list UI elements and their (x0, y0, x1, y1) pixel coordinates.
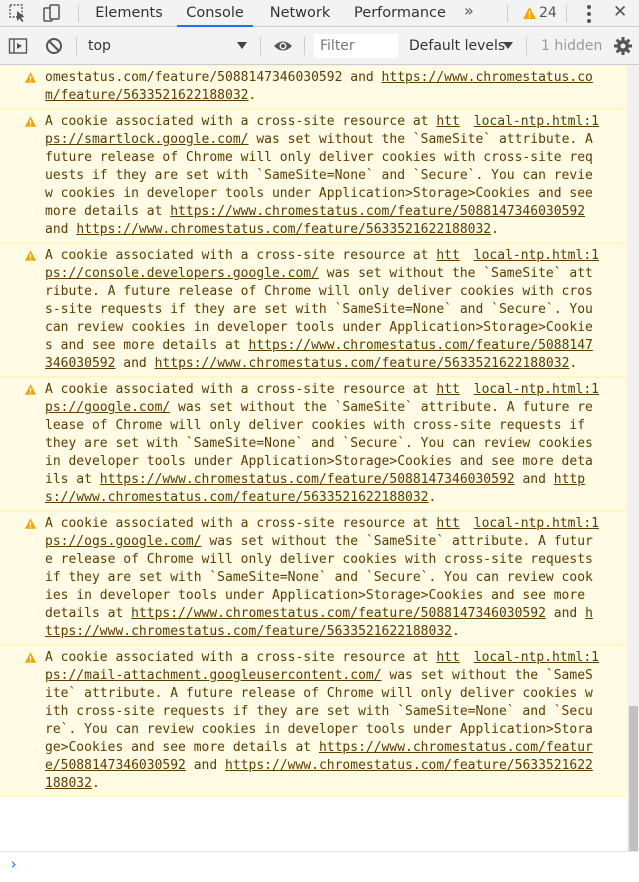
console-warning-message[interactable] (0, 109, 627, 243)
toolbar-divider (304, 37, 305, 55)
tab-divider (507, 5, 508, 22)
message-url-link[interactable]: https://www.chromestatus.com/feature/5088147346030592 (45, 740, 593, 773)
message-url-link[interactable]: https://smartlock.google.com/ (45, 114, 460, 147)
message-source-link[interactable]: local-ntp.html:1 (473, 114, 599, 129)
prompt-caret-icon: › (9, 855, 19, 873)
message-text: A cookie associated with a cross-site resource at https://mail-attachment.googleusercontent.com/ was set without the `SameSite` attribute. A future release of Chrome will only deliver cookies with cross-site requests if they are set with `SameSite=None` and `Secure`. You can review cookies in developer tools under Application>Storage>Cookies and see more details at https://www.chromestatus.com/feature/5088147346030592 and https://www.chromestatus.com/feature/5633521622188032. (45, 650, 593, 791)
message-text: A cookie associated with a cross-site resource at https://ogs.google.com/ was set without the `SameSite` attribute. A future release of Chrome will only deliver cookies with cross-site requests if they are set with `SameSite=None` and `Secure`. You can review cookies in developer tools under Application>Storage>Cookies and see more details at https://www.chromestatus.com/feature/5088147346030592 and https://www.chromestatus.com/feature/5633521622188032. (45, 516, 593, 639)
devtools-tab-bar (0, 0, 639, 27)
close-icon[interactable]: ✕ (613, 2, 628, 22)
scrollbar-thumb[interactable] (629, 706, 638, 851)
warning-icon (24, 71, 37, 84)
message-url-link[interactable]: https://www.chromestatus.com/feature/5088147346030592 (131, 606, 546, 621)
console-warning-message[interactable] (0, 65, 627, 109)
filter-input[interactable] (314, 34, 398, 58)
message-url-link[interactable]: https://www.chromestatus.com/feature/5633521622188032 (76, 222, 492, 237)
chevron-down-icon[interactable] (237, 42, 247, 49)
log-levels-dropdown[interactable]: Default levels (409, 38, 506, 54)
message-url-link[interactable]: https://console.developers.google.com/ (45, 248, 460, 281)
warning-icon (24, 249, 37, 262)
sidebar-toggle-icon[interactable] (8, 36, 28, 56)
message-source-link[interactable]: local-ntp.html:1 (473, 650, 599, 665)
message-url-link[interactable]: https://www.chromestatus.com/feature/5633521622188032 (154, 356, 570, 371)
console-messages[interactable] (0, 65, 627, 851)
message-text: A cookie associated with a cross-site resource at https://google.com/ was set without the `SameSite` attribute. A future release of Chrome will only deliver cookies with cross-site requests if they are set with `SameSite=None` and `Secure`. You can review cookies in developer tools under Application>Storage>Cookies and see more details at https://www.chromestatus.com/feature/5088147346030592 and https://www.chromestatus.com/feature/5633521622188032. (45, 382, 593, 505)
clear-console-icon[interactable] (44, 36, 64, 56)
toolbar-divider (526, 37, 527, 55)
toolbar-divider (76, 37, 77, 55)
tab-elements[interactable]: Elements (95, 5, 163, 21)
message-text: A cookie associated with a cross-site resource at https://console.developers.google.com/ was set without the `SameSite` attribute. A future release of Chrome will only deliver cookies with cross-site requests if they are set with `SameSite=None` and `Secure`. You can review cookies in developer tools under Application>Storage>Cookies and see more details at https://www.chromestatus.com/feature/5088147346030592 and https://www.chromestatus.com/feature/5633521622188032. (45, 248, 593, 371)
console-prompt[interactable] (0, 851, 639, 882)
message-source-link[interactable]: local-ntp.html:1 (473, 248, 599, 263)
more-tabs-button[interactable]: » (464, 1, 474, 20)
device-toolbar-icon[interactable] (42, 3, 62, 23)
warning-icon (522, 6, 537, 20)
tab-divider (78, 5, 79, 22)
message-url-link[interactable]: https://www.chromestatus.com/feature/5088147346030592 (99, 472, 515, 487)
message-url-link[interactable]: https://www.chromestatus.com/feature/5633521622188032 (45, 70, 593, 103)
message-list (0, 65, 627, 797)
message-url-link[interactable]: https://www.chromestatus.com/feature/5633521622188032 (45, 472, 586, 505)
console-warning-message[interactable] (0, 511, 627, 645)
warning-icon (24, 383, 37, 396)
message-url-link[interactable]: https://www.chromestatus.com/feature/5088147346030592 (170, 204, 586, 219)
warning-count: 24 (539, 5, 557, 21)
tab-console[interactable]: Console (177, 0, 253, 27)
console-warning-message[interactable] (0, 243, 627, 377)
toolbar-divider (260, 37, 261, 55)
console-warning-message[interactable] (0, 377, 627, 511)
tab-performance[interactable]: Performance (354, 5, 446, 21)
chevron-down-icon[interactable] (503, 42, 513, 49)
message-source-link[interactable]: local-ntp.html:1 (473, 382, 599, 397)
context-selector[interactable]: top (88, 38, 111, 54)
tab-network[interactable]: Network (269, 5, 331, 21)
message-text: omestatus.com/feature/5088147346030592 and https://www.chromestatus.com/feature/5633521622188032. (45, 70, 593, 103)
message-url-link[interactable]: https://google.com/ (45, 382, 460, 415)
message-url-link[interactable]: https://mail-attachment.googleusercontent.com/ (45, 650, 460, 683)
console-toolbar (0, 27, 639, 65)
message-url-link[interactable]: https://www.chromestatus.com/feature/5633521622188032 (45, 606, 593, 639)
inspect-element-icon[interactable] (8, 3, 28, 23)
message-source-link[interactable]: local-ntp.html:1 (473, 516, 599, 531)
message-url-link[interactable]: https://www.chromestatus.com/feature/5088147346030592 (45, 338, 593, 371)
console-warning-message[interactable] (0, 645, 627, 797)
message-url-link[interactable]: https://www.chromestatus.com/feature/5633521622188032 (45, 758, 593, 791)
eye-icon[interactable] (273, 36, 293, 56)
message-text: A cookie associated with a cross-site resource at https://smartlock.google.com/ was set without the `SameSite` attribute. A future release of Chrome will only deliver cookies with cross-site requests if they are set with `SameSite=None` and `Secure`. You can review cookies in developer tools under Application>Storage>Cookies and see more details at https://www.chromestatus.com/feature/5088147346030592 and https://www.chromestatus.com/feature/5633521622188032. (45, 114, 593, 237)
hidden-messages-count: 1 hidden (541, 38, 603, 54)
warning-icon (24, 517, 37, 530)
warning-counter[interactable] (522, 3, 557, 23)
more-options-icon[interactable] (581, 3, 597, 25)
warning-icon (24, 651, 37, 664)
message-url-link[interactable]: https://ogs.google.com/ (45, 516, 460, 549)
warning-icon (24, 115, 37, 128)
tab-divider (566, 5, 567, 22)
gear-icon[interactable] (613, 36, 633, 56)
